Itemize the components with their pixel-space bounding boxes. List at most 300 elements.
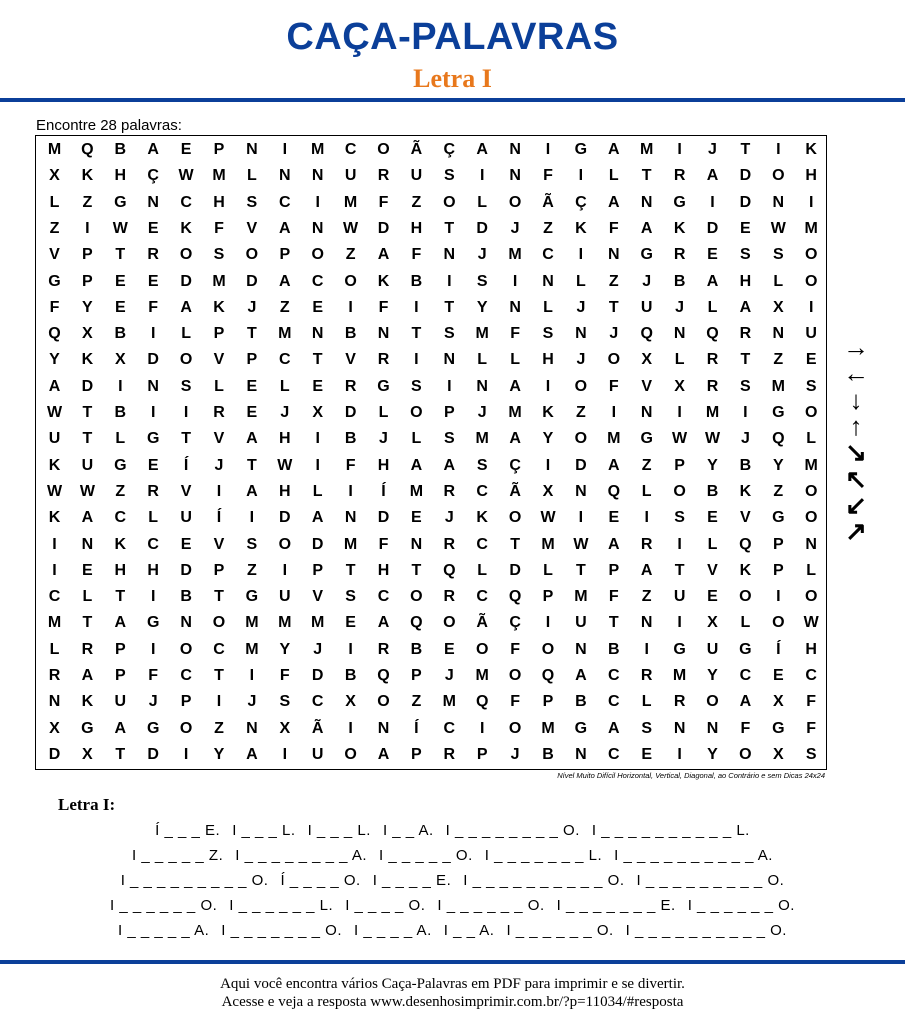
grid-cell[interactable]: P — [674, 456, 685, 474]
grid-cell[interactable]: R — [640, 535, 653, 553]
grid-cell[interactable]: A — [739, 298, 752, 316]
grid-cell[interactable]: N — [772, 193, 785, 211]
grid-cell[interactable]: F — [279, 667, 290, 684]
grid-cell[interactable]: Y — [772, 456, 784, 474]
grid-cell[interactable]: O — [410, 588, 423, 606]
grid-cell[interactable]: E — [443, 640, 455, 658]
grid-cell[interactable]: O — [739, 745, 752, 763]
grid-cell[interactable]: M — [607, 430, 621, 448]
grid-cell[interactable]: Q — [475, 693, 489, 711]
grid-cell[interactable]: I — [216, 482, 222, 500]
grid-cell[interactable]: O — [179, 719, 193, 737]
grid-cell[interactable]: I — [150, 588, 156, 606]
grid-cell[interactable]: N — [81, 535, 94, 553]
grid-cell[interactable]: F — [148, 298, 159, 316]
grid-cell[interactable]: S — [443, 325, 455, 343]
grid-cell[interactable]: O — [739, 588, 752, 606]
grid-cell[interactable]: C — [476, 535, 488, 553]
grid-cell[interactable]: F — [740, 719, 751, 737]
grid-cell[interactable]: I — [776, 588, 781, 606]
grid-cell[interactable]: X — [772, 693, 784, 711]
grid-cell[interactable]: O — [541, 640, 555, 658]
grid-cell[interactable]: O — [804, 404, 818, 421]
grid-cell[interactable]: S — [740, 246, 751, 264]
grid-cell[interactable]: M — [475, 325, 489, 343]
grid-cell[interactable]: O — [179, 640, 193, 658]
grid-cell[interactable]: I — [512, 272, 518, 290]
grid-cell[interactable]: F — [608, 219, 619, 237]
grid-cell[interactable]: G — [114, 456, 127, 474]
grid-cell[interactable]: I — [315, 456, 320, 474]
grid-cell[interactable]: F — [510, 640, 520, 658]
grid-cell[interactable]: S — [542, 325, 554, 343]
grid-cell[interactable]: F — [411, 246, 422, 264]
grid-cell[interactable]: N — [640, 193, 653, 211]
grid-cell[interactable]: N — [509, 141, 521, 158]
grid-cell[interactable]: I — [677, 745, 682, 763]
grid-cell[interactable]: L — [608, 167, 619, 185]
grid-cell[interactable]: X — [82, 325, 93, 343]
grid-cell[interactable]: C — [180, 193, 192, 211]
grid-cell[interactable]: G — [574, 141, 588, 158]
grid-cell[interactable]: J — [247, 298, 257, 316]
grid-cell[interactable]: O — [508, 719, 522, 737]
grid-cell[interactable]: E — [147, 456, 159, 474]
grid-cell[interactable]: R — [48, 667, 61, 684]
grid-cell[interactable]: Ç — [509, 456, 521, 474]
grid-cell[interactable]: C — [608, 667, 620, 684]
grid-cell[interactable]: M — [343, 535, 358, 553]
grid-cell[interactable]: J — [247, 693, 257, 711]
grid-cell[interactable]: C — [476, 482, 488, 500]
grid-cell[interactable]: W — [672, 430, 688, 448]
grid-cell[interactable]: E — [707, 588, 718, 606]
grid-cell[interactable]: M — [47, 614, 62, 632]
grid-cell[interactable]: C — [147, 535, 159, 553]
grid-cell[interactable]: T — [247, 456, 257, 474]
grid-cell[interactable]: A — [608, 535, 620, 553]
grid-cell[interactable]: O — [311, 246, 324, 264]
grid-cell[interactable]: H — [377, 561, 390, 579]
grid-cell[interactable]: A — [180, 298, 192, 316]
grid-cell[interactable]: B — [114, 141, 127, 158]
grid-cell[interactable]: T — [115, 246, 126, 264]
grid-cell[interactable]: M — [508, 246, 522, 264]
grid-cell[interactable]: I — [808, 193, 814, 211]
grid-cell[interactable]: R — [443, 745, 456, 763]
grid-cell[interactable]: M — [508, 404, 522, 421]
grid-cell[interactable]: N — [279, 167, 291, 185]
grid-cell[interactable]: G — [377, 377, 390, 395]
grid-cell[interactable]: A — [640, 561, 653, 579]
grid-cell[interactable]: I — [315, 193, 320, 211]
grid-cell[interactable]: V — [345, 351, 356, 369]
grid-cell[interactable]: Ã — [311, 719, 324, 737]
grid-cell[interactable]: M — [278, 614, 292, 632]
grid-cell[interactable]: U — [311, 745, 324, 763]
grid-cell[interactable]: Í — [216, 509, 222, 527]
grid-cell[interactable]: F — [378, 535, 389, 553]
grid-cell[interactable]: P — [411, 667, 422, 684]
grid-cell[interactable]: Z — [641, 456, 652, 474]
grid-cell[interactable]: L — [279, 377, 290, 395]
grid-cell[interactable]: N — [443, 246, 456, 264]
grid-cell[interactable]: D — [377, 219, 390, 237]
grid-cell[interactable]: A — [706, 167, 719, 185]
grid-cell[interactable]: R — [147, 246, 159, 264]
grid-cell[interactable]: K — [48, 456, 61, 474]
grid-cell[interactable]: D — [344, 404, 357, 421]
grid-cell[interactable]: M — [541, 719, 555, 737]
grid-cell[interactable]: O — [804, 588, 818, 606]
grid-cell[interactable]: K — [739, 482, 752, 500]
grid-cell[interactable]: O — [706, 693, 719, 711]
grid-cell[interactable]: F — [608, 377, 619, 395]
grid-cell[interactable]: A — [410, 456, 423, 474]
grid-cell[interactable]: C — [476, 588, 488, 606]
grid-cell[interactable]: V — [49, 246, 60, 264]
grid-cell[interactable]: Y — [707, 745, 718, 763]
grid-cell[interactable]: S — [674, 509, 685, 527]
grid-cell[interactable]: Z — [214, 719, 224, 737]
grid-cell[interactable]: A — [81, 667, 94, 684]
grid-cell[interactable]: R — [377, 351, 390, 369]
grid-cell[interactable]: Q — [377, 667, 390, 684]
grid-cell[interactable]: J — [148, 693, 158, 711]
grid-cell[interactable]: D — [180, 272, 192, 290]
grid-cell[interactable]: E — [180, 141, 192, 158]
grid-cell[interactable]: G — [640, 246, 653, 264]
grid-cell[interactable]: R — [344, 377, 357, 395]
grid-cell[interactable]: R — [443, 482, 456, 500]
grid-cell[interactable]: M — [47, 141, 62, 158]
grid-cell[interactable]: N — [147, 193, 159, 211]
grid-cell[interactable]: N — [772, 325, 785, 343]
grid-cell[interactable]: K — [739, 561, 752, 579]
grid-cell[interactable]: G — [245, 588, 259, 606]
grid-cell[interactable]: L — [214, 377, 224, 395]
grid-cell[interactable]: M — [311, 614, 325, 632]
grid-cell[interactable]: X — [49, 719, 60, 737]
grid-cell[interactable]: U — [81, 456, 94, 474]
grid-cell[interactable]: L — [773, 272, 784, 290]
grid-cell[interactable]: C — [608, 693, 620, 711]
grid-cell[interactable]: N — [608, 246, 620, 264]
grid-cell[interactable]: D — [147, 351, 159, 369]
grid-cell[interactable]: R — [706, 377, 719, 395]
grid-cell[interactable]: S — [805, 377, 817, 395]
grid-cell[interactable]: L — [641, 482, 652, 500]
grid-cell[interactable]: X — [312, 404, 324, 421]
grid-cell[interactable]: W — [46, 404, 63, 421]
grid-cell[interactable]: T — [181, 430, 191, 448]
grid-cell[interactable]: M — [541, 535, 555, 553]
grid-cell[interactable]: E — [114, 272, 126, 290]
grid-cell[interactable]: G — [772, 719, 785, 737]
grid-cell[interactable]: O — [179, 351, 193, 369]
grid-cell[interactable]: Ã — [410, 141, 423, 158]
grid-cell[interactable]: Z — [773, 482, 784, 500]
grid-cell[interactable]: P — [279, 246, 291, 264]
grid-cell[interactable]: M — [804, 456, 818, 474]
grid-cell[interactable]: U — [805, 325, 817, 343]
grid-cell[interactable]: E — [312, 298, 324, 316]
grid-cell[interactable]: A — [279, 272, 291, 290]
grid-cell[interactable]: L — [115, 430, 126, 448]
grid-cell[interactable]: V — [213, 430, 225, 448]
grid-cell[interactable]: T — [674, 561, 685, 579]
grid-cell[interactable]: L — [247, 167, 257, 185]
grid-cell[interactable]: K — [377, 272, 390, 290]
grid-cell[interactable]: L — [806, 561, 817, 579]
grid-cell[interactable]: P — [411, 745, 422, 763]
grid-cell[interactable]: U — [48, 430, 61, 448]
grid-cell[interactable]: L — [378, 404, 389, 421]
grid-cell[interactable]: N — [377, 325, 390, 343]
grid-cell[interactable]: L — [576, 272, 586, 290]
grid-cell[interactable]: E — [114, 298, 126, 316]
grid-cell[interactable]: N — [246, 141, 258, 158]
grid-cell[interactable]: N — [673, 325, 686, 343]
grid-cell[interactable]: K — [180, 219, 192, 237]
grid-cell[interactable]: T — [641, 167, 652, 185]
grid-cell[interactable]: P — [213, 141, 225, 158]
grid-cell[interactable]: M — [212, 272, 226, 290]
grid-cell[interactable]: C — [542, 246, 554, 264]
grid-cell[interactable]: I — [249, 667, 255, 684]
grid-cell[interactable]: I — [545, 377, 551, 395]
grid-cell[interactable]: R — [377, 640, 390, 658]
grid-cell[interactable]: S — [246, 535, 258, 553]
grid-cell[interactable]: L — [49, 640, 60, 658]
grid-cell[interactable]: N — [48, 693, 61, 711]
grid-cell[interactable]: I — [545, 614, 551, 632]
grid-cell[interactable]: O — [804, 509, 818, 527]
grid-cell[interactable]: L — [543, 561, 553, 579]
grid-cell[interactable]: L — [181, 325, 191, 343]
grid-cell[interactable]: L — [510, 351, 520, 369]
grid-cell[interactable]: A — [279, 219, 291, 237]
grid-cell[interactable]: J — [675, 298, 685, 316]
grid-cell[interactable]: R — [147, 482, 159, 500]
grid-cell[interactable]: A — [246, 745, 258, 763]
grid-cell[interactable]: J — [444, 667, 454, 684]
grid-cell[interactable]: N — [377, 719, 390, 737]
grid-cell[interactable]: K — [81, 351, 94, 369]
grid-cell[interactable]: B — [344, 430, 357, 448]
grid-cell[interactable]: O — [475, 640, 489, 658]
grid-cell[interactable]: Z — [279, 298, 290, 316]
grid-cell[interactable]: Z — [608, 272, 619, 290]
grid-cell[interactable]: Q — [541, 667, 555, 684]
grid-cell[interactable]: P — [476, 745, 488, 763]
grid-cell[interactable]: X — [707, 614, 718, 632]
grid-cell[interactable]: Í — [414, 719, 419, 737]
grid-cell[interactable]: T — [247, 325, 257, 343]
grid-cell[interactable]: D — [279, 509, 291, 527]
grid-cell[interactable]: Y — [213, 745, 225, 763]
grid-cell[interactable]: M — [705, 404, 720, 421]
grid-cell[interactable]: K — [81, 167, 94, 185]
grid-cell[interactable]: I — [52, 535, 57, 553]
grid-cell[interactable]: V — [641, 377, 653, 395]
grid-cell[interactable]: N — [706, 719, 719, 737]
grid-cell[interactable]: T — [214, 588, 224, 606]
grid-cell[interactable]: Z — [773, 351, 784, 369]
grid-cell[interactable]: B — [608, 640, 620, 658]
grid-cell[interactable]: G — [574, 719, 588, 737]
grid-cell[interactable]: F — [148, 667, 159, 684]
grid-cell[interactable]: Q — [443, 561, 456, 579]
grid-cell[interactable]: Ã — [476, 614, 488, 632]
grid-cell[interactable]: H — [147, 561, 159, 579]
grid-cell[interactable]: H — [805, 640, 817, 658]
grid-cell[interactable]: O — [212, 614, 226, 632]
grid-cell[interactable]: I — [677, 535, 682, 553]
grid-cell[interactable]: J — [280, 404, 290, 421]
grid-cell[interactable]: M — [245, 614, 259, 632]
grid-cell[interactable]: Z — [543, 219, 553, 237]
grid-cell[interactable]: X — [542, 482, 554, 500]
grid-cell[interactable]: W — [803, 614, 819, 632]
grid-cell[interactable]: T — [444, 219, 455, 237]
grid-cell[interactable]: A — [377, 614, 390, 632]
grid-cell[interactable]: E — [82, 561, 93, 579]
grid-cell[interactable]: D — [147, 745, 159, 763]
grid-cell[interactable]: W — [704, 430, 721, 448]
grid-cell[interactable]: G — [146, 614, 160, 632]
grid-cell[interactable]: Í — [381, 482, 386, 500]
grid-cell[interactable]: C — [608, 745, 620, 763]
grid-cell[interactable]: P — [82, 246, 93, 264]
grid-cell[interactable]: P — [213, 561, 225, 579]
grid-cell[interactable]: S — [476, 272, 488, 290]
grid-cell[interactable]: I — [808, 298, 814, 316]
grid-cell[interactable]: R — [640, 667, 653, 684]
grid-cell[interactable]: V — [312, 588, 324, 606]
grid-cell[interactable]: I — [414, 298, 419, 316]
grid-cell[interactable]: C — [443, 719, 456, 737]
grid-cell[interactable]: O — [443, 193, 456, 211]
grid-cell[interactable]: M — [343, 193, 358, 211]
grid-cell[interactable]: M — [278, 325, 292, 343]
grid-cell[interactable]: Z — [411, 693, 422, 711]
grid-cell[interactable]: S — [246, 193, 258, 211]
grid-cell[interactable]: R — [673, 246, 686, 264]
grid-cell[interactable]: M — [672, 667, 687, 684]
grid-cell[interactable]: O — [804, 246, 818, 264]
grid-cell[interactable]: U — [673, 588, 686, 606]
grid-cell[interactable]: L — [312, 482, 323, 500]
grid-cell[interactable]: Y — [707, 667, 718, 684]
grid-cell[interactable]: U — [640, 298, 653, 316]
grid-cell[interactable]: T — [115, 588, 126, 606]
grid-cell[interactable]: M — [311, 141, 325, 158]
grid-cell[interactable]: Q — [410, 614, 423, 632]
grid-cell[interactable]: G — [146, 719, 160, 737]
grid-cell[interactable]: D — [48, 745, 61, 763]
grid-cell[interactable]: N — [673, 719, 686, 737]
grid-cell[interactable]: K — [575, 219, 587, 237]
grid-cell[interactable]: W — [178, 167, 194, 185]
grid-cell[interactable]: L — [49, 193, 60, 211]
grid-cell[interactable]: Q — [607, 482, 621, 500]
grid-cell[interactable]: D — [575, 456, 587, 474]
grid-cell[interactable]: G — [772, 404, 785, 421]
grid-cell[interactable]: T — [82, 430, 93, 448]
grid-cell[interactable]: X — [641, 351, 653, 369]
grid-cell[interactable]: S — [772, 246, 784, 264]
grid-cell[interactable]: A — [739, 693, 752, 711]
grid-cell[interactable]: P — [246, 351, 258, 369]
grid-cell[interactable]: A — [246, 482, 258, 500]
grid-cell[interactable]: X — [772, 298, 784, 316]
grid-cell[interactable]: Q — [772, 430, 785, 448]
grid-cell[interactable]: C — [805, 667, 817, 684]
grid-cell[interactable]: E — [707, 246, 718, 264]
grid-cell[interactable]: L — [148, 509, 159, 527]
grid-cell[interactable]: E — [740, 219, 751, 237]
grid-cell[interactable]: G — [673, 640, 686, 658]
grid-cell[interactable]: E — [608, 509, 620, 527]
grid-cell[interactable]: I — [282, 561, 288, 579]
grid-cell[interactable]: X — [279, 719, 291, 737]
grid-cell[interactable]: T — [576, 561, 586, 579]
grid-cell[interactable]: P — [312, 561, 324, 579]
grid-cell[interactable]: R — [377, 167, 390, 185]
grid-cell[interactable]: C — [279, 351, 291, 369]
grid-cell[interactable]: X — [772, 745, 784, 763]
grid-cell[interactable]: O — [804, 272, 818, 290]
grid-cell[interactable]: G — [48, 272, 61, 290]
grid-cell[interactable]: P — [443, 404, 455, 421]
grid-cell[interactable]: U — [706, 640, 719, 658]
grid-cell[interactable]: B — [344, 325, 357, 343]
grid-cell[interactable]: Y — [82, 298, 93, 316]
grid-cell[interactable]: L — [806, 430, 817, 448]
grid-cell[interactable]: I — [578, 246, 584, 264]
grid-cell[interactable]: V — [246, 219, 258, 237]
grid-cell[interactable]: S — [476, 456, 488, 474]
grid-cell[interactable]: F — [543, 167, 553, 185]
grid-cell[interactable]: M — [771, 377, 785, 395]
grid-cell[interactable]: B — [114, 325, 127, 343]
grid-cell[interactable]: O — [508, 509, 522, 527]
grid-cell[interactable]: L — [82, 588, 93, 606]
grid-cell[interactable]: X — [82, 745, 93, 763]
grid-cell[interactable]: Ã — [542, 193, 554, 211]
grid-cell[interactable]: T — [740, 141, 751, 158]
grid-cell[interactable]: J — [510, 219, 520, 237]
grid-cell[interactable]: J — [740, 430, 750, 448]
grid-cell[interactable]: J — [576, 298, 586, 316]
grid-cell[interactable]: X — [674, 377, 685, 395]
grid-cell[interactable]: A — [608, 193, 620, 211]
grid-cell[interactable]: T — [312, 351, 323, 369]
grid-cell[interactable]: D — [311, 667, 324, 684]
grid-cell[interactable]: N — [180, 614, 192, 632]
grid-cell[interactable]: I — [150, 640, 156, 658]
grid-cell[interactable]: I — [479, 167, 485, 185]
grid-cell[interactable]: L — [707, 535, 718, 553]
grid-cell[interactable]: O — [508, 193, 522, 211]
grid-cell[interactable]: O — [179, 246, 193, 264]
grid-cell[interactable]: A — [509, 430, 521, 448]
grid-cell[interactable]: E — [772, 667, 784, 684]
grid-cell[interactable]: O — [772, 614, 785, 632]
grid-cell[interactable]: R — [81, 640, 94, 658]
grid-cell[interactable]: Z — [641, 588, 652, 606]
